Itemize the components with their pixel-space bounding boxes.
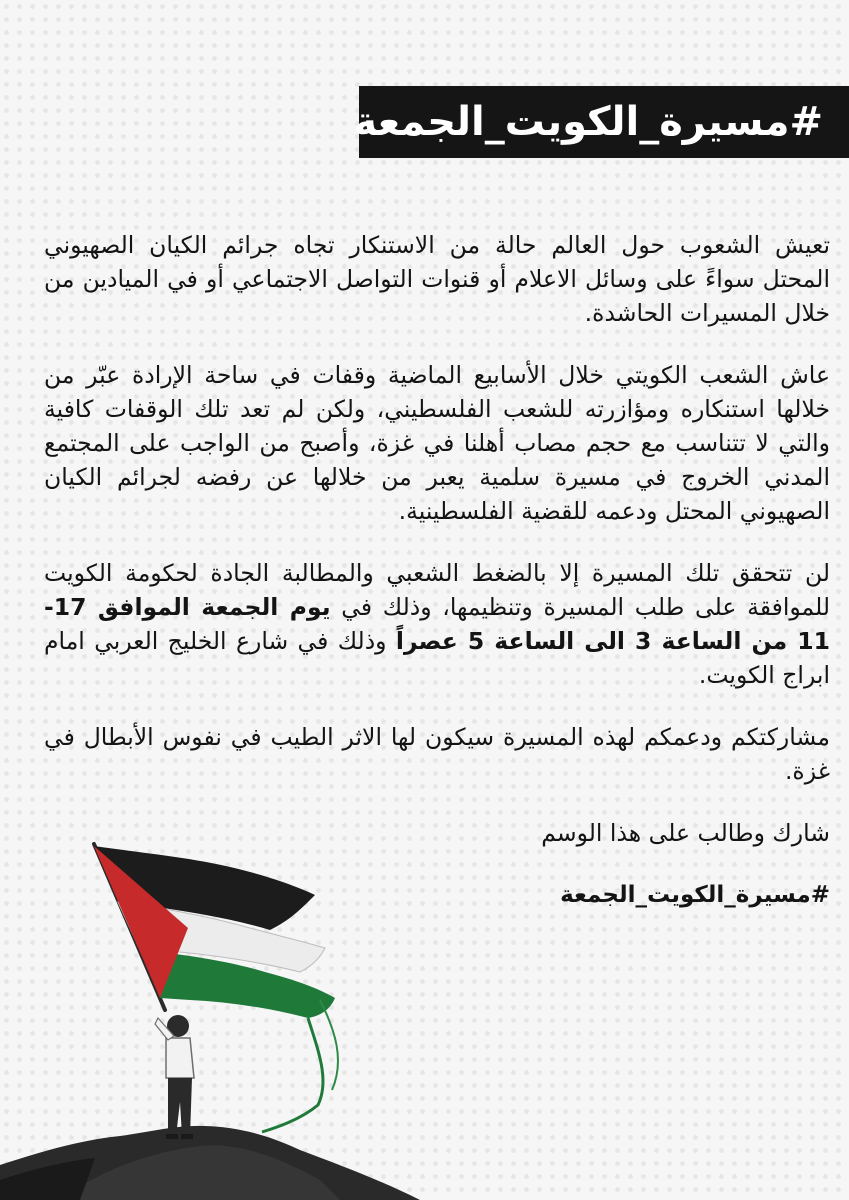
event-date-time: يوم الجمعة الموافق 17-11 من الساعة 3 الى الساعة 5 عصراً bbox=[44, 593, 830, 655]
page-title: #مسيرة_الكويت_الجمعة bbox=[353, 99, 823, 145]
article-body bbox=[44, 228, 830, 940]
paragraph-3-part-1: لن تتحقق تلك المسيرة إلا بالضغط الشعبي والمطالبة الجادة لحكومة الكويت للموافقة على طلب المسيرة وتنظيمها، وذلك في bbox=[44, 559, 831, 621]
page-title-banner bbox=[353, 86, 849, 158]
child-waving-flag-icon bbox=[0, 840, 420, 1200]
paragraph-2: عاش الشعب الكويتي خلال الأسابيع الماضية وقفات في ساحة الإرادة عبّر من خلالها استنكاره ومؤازرته للشعب الفلسطيني، ولكن لم تعد تلك الوقفات كافية والتي لا تتناسب مع حجم مصاب أهلنا في غزة، وأصبح من الواجب على المجتمع المدني الخروج في مسيرة سلمية يعبر من خلالها عن رفضه لجرائم الكيان الصهيوني المحتل ودعمه للقضية الفلسطينية. bbox=[44, 361, 830, 525]
paragraph-3-part-2: وذلك في شارع الخليج العربي امام ابراج الكويت. bbox=[44, 627, 830, 689]
paragraph-4: مشاركتكم ودعمكم لهذه المسيرة سيكون لها الاثر الطيب في نفوس الأبطال في غزة. bbox=[44, 723, 830, 785]
child-figure bbox=[155, 1015, 194, 1139]
paragraph-5: شارك وطالب على هذا الوسم bbox=[541, 819, 830, 847]
hashtag-text: #مسيرة_الكويت_الجمعة bbox=[560, 882, 830, 908]
paragraph-1: تعيش الشعوب حول العالم حالة من الاستنكار تجاه جرائم الكيان الصهيوني المحتل سواءً على وسائل الاعلام أو قنوات التواصل الاجتماعي أو في الميادين من خلال المسيرات الحاشدة. bbox=[44, 231, 830, 327]
paragraph-3 bbox=[44, 556, 830, 692]
